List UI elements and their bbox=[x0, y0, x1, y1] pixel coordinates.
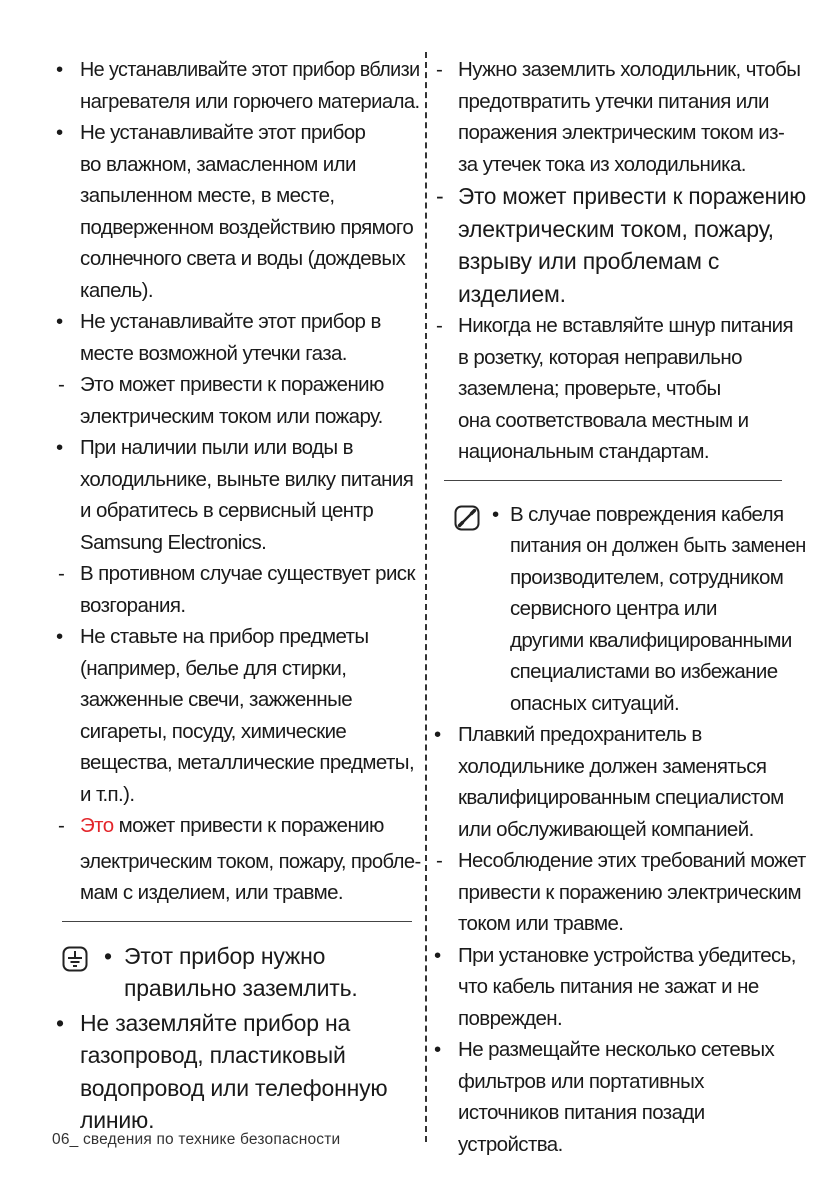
list-item bbox=[52, 558, 415, 621]
item-line: электрическим током или пожару. bbox=[80, 404, 383, 428]
item-marker: • bbox=[56, 436, 63, 459]
item-line: запыленном месте, в месте, bbox=[80, 184, 335, 207]
item-marker: • bbox=[56, 121, 63, 144]
note-line: опасных ситуаций. bbox=[510, 691, 680, 715]
note-line: Этот прибор нужно bbox=[124, 942, 326, 969]
ground-note bbox=[52, 940, 412, 1005]
section-rule bbox=[444, 480, 782, 481]
item-line: и обратитесь в сервисный центр bbox=[80, 499, 374, 522]
list-item bbox=[430, 845, 806, 940]
item-line: национальным стандартам. bbox=[458, 440, 709, 464]
item-line: В противном случае существует риск bbox=[80, 562, 415, 585]
item-line: При установке устройства убедитесь, bbox=[458, 943, 796, 967]
note-bullet: • bbox=[492, 502, 499, 526]
item-line: вещества, металлические предметы, bbox=[80, 751, 415, 774]
item-line: или обслуживающей компанией. bbox=[458, 817, 754, 841]
item-line: током или травме. bbox=[458, 912, 624, 936]
note-line: сервисного центра или bbox=[510, 597, 717, 621]
list-item bbox=[52, 369, 412, 432]
item-line: Не размещайте несколько сетевых bbox=[458, 1038, 775, 1062]
item-line: газопровод, пластиковый bbox=[80, 1042, 346, 1069]
list-item bbox=[52, 1007, 412, 1137]
item-line: предотвратить утечки питания или bbox=[458, 89, 769, 113]
item-line: подверженном воздействию прямого bbox=[80, 215, 414, 239]
item-marker: • bbox=[56, 625, 63, 648]
item-line: изделием. bbox=[458, 280, 566, 307]
item-line: поражения электрическим током из- bbox=[458, 121, 785, 144]
item-line: капель). bbox=[80, 278, 154, 302]
item-marker: - bbox=[58, 562, 65, 585]
item-line: Не устанавливайте этот прибор в bbox=[80, 310, 381, 333]
item-marker: • bbox=[56, 310, 63, 333]
note-bullet: • bbox=[104, 942, 112, 969]
item-line: Никогда не вставляйте шнур питания bbox=[458, 314, 794, 338]
item-line: и т.п.). bbox=[80, 782, 135, 806]
list-item bbox=[52, 432, 412, 558]
item-line: привести к поражению электрическим bbox=[458, 880, 801, 904]
item-line: что кабель питания не зажат и не bbox=[458, 975, 759, 999]
note-line: специалистами во избежание bbox=[510, 660, 778, 684]
item-line: При наличии пыли или воды в bbox=[80, 436, 353, 459]
item-marker: - bbox=[436, 849, 443, 873]
left-column bbox=[52, 54, 421, 1137]
item-line: поврежден. bbox=[458, 1006, 563, 1030]
list-item bbox=[430, 310, 798, 468]
item-line: электрическим током, пожару, bbox=[458, 215, 774, 242]
item-line: Несоблюдение этих требований может bbox=[458, 849, 806, 873]
note-line: правильно заземлить. bbox=[124, 975, 358, 1002]
item-marker: - bbox=[436, 183, 444, 209]
item-line: Это может привести к поражению bbox=[458, 183, 806, 209]
item-line: Плавкий предохранитель в bbox=[458, 723, 702, 747]
item-line: Не заземляйте прибор на bbox=[80, 1009, 351, 1036]
list-item bbox=[52, 117, 412, 306]
item-line: электрическим током, пожару, пробле- bbox=[80, 849, 421, 873]
item-line: во влажном, замасленном или bbox=[80, 152, 356, 176]
phone-icon bbox=[454, 505, 480, 531]
item-line: возгорания. bbox=[80, 593, 186, 617]
item-marker: • bbox=[56, 1009, 64, 1036]
note-line: В случае повреждения кабеля bbox=[510, 502, 784, 526]
item-line: (например, белье для стирки, bbox=[80, 656, 347, 680]
highlight-word: Это bbox=[80, 814, 114, 837]
item-line: холодильнике должен заменяться bbox=[458, 754, 767, 778]
section-rule bbox=[62, 921, 412, 922]
item-line: фильтров или портативных bbox=[458, 1069, 704, 1093]
list-item bbox=[430, 180, 806, 310]
item-line: квалифицированным специалистом bbox=[458, 786, 784, 810]
item-line: мам с изделием, или травме. bbox=[80, 881, 344, 904]
item-line: сигареты, посуду, химические bbox=[80, 719, 347, 743]
item-marker: • bbox=[434, 943, 441, 967]
note-line: другими квалифицированными bbox=[510, 628, 792, 652]
item-line: источников питания позади bbox=[458, 1101, 705, 1125]
phone-note bbox=[430, 499, 806, 720]
item-line: в розетку, которая неправильно bbox=[458, 345, 742, 369]
item-line: устройства. bbox=[458, 1132, 563, 1156]
warning-first-line: может привести к поражению bbox=[113, 814, 384, 837]
item-marker: - bbox=[58, 373, 65, 396]
item-line: водопровод или телефонную bbox=[80, 1074, 388, 1101]
item-marker: • bbox=[56, 58, 63, 81]
item-line: Нужно заземлить холодильник, чтобы bbox=[458, 58, 801, 81]
note-line: производителем, сотрудником bbox=[510, 565, 784, 589]
item-line: линию. bbox=[80, 1107, 155, 1134]
ground-icon bbox=[62, 946, 88, 972]
item-line: заземлена; проверьте, чтобы bbox=[458, 377, 721, 401]
item-line: зажженные свечи, зажженные bbox=[80, 688, 353, 711]
list-item bbox=[430, 719, 798, 845]
list-item bbox=[430, 1034, 798, 1160]
warning-item bbox=[52, 810, 421, 909]
item-line: она соответствовала местным и bbox=[458, 408, 749, 432]
item-line: холодильнике, выньте вилку питания bbox=[80, 467, 414, 491]
item-line: солнечного света и воды (дождевых bbox=[80, 247, 406, 270]
item-marker: - bbox=[58, 814, 65, 837]
item-line: Не устанавливайте этот прибор bbox=[80, 121, 366, 144]
item-line: за утечек тока из холодильника. bbox=[458, 152, 746, 176]
list-item bbox=[52, 54, 420, 117]
item-marker: - bbox=[436, 58, 443, 81]
item-marker: • bbox=[434, 1038, 441, 1062]
item-line: взрыву или проблемам с bbox=[458, 248, 720, 275]
right-column bbox=[430, 54, 806, 1160]
item-line: Не ставьте на прибор предметы bbox=[80, 625, 369, 648]
item-line: Samsung Electronics. bbox=[80, 530, 267, 554]
item-marker: - bbox=[436, 314, 443, 338]
page-footer: 06_ сведения по технике безопасности bbox=[52, 1131, 341, 1148]
list-item bbox=[52, 306, 412, 369]
list-item bbox=[52, 621, 415, 810]
item-line: Не устанавливайте этот прибор вблизи bbox=[80, 58, 420, 81]
item-line: Это может привести к поражению bbox=[80, 373, 384, 396]
list-item bbox=[430, 940, 798, 1035]
list-item bbox=[430, 54, 801, 180]
item-line: нагревателя или горючего материала. bbox=[80, 89, 420, 113]
item-line: месте возможной утечки газа. bbox=[80, 341, 347, 365]
item-marker: • bbox=[434, 723, 441, 747]
note-line: питания он должен быть заменен bbox=[510, 534, 806, 558]
column-divider bbox=[425, 52, 427, 1142]
